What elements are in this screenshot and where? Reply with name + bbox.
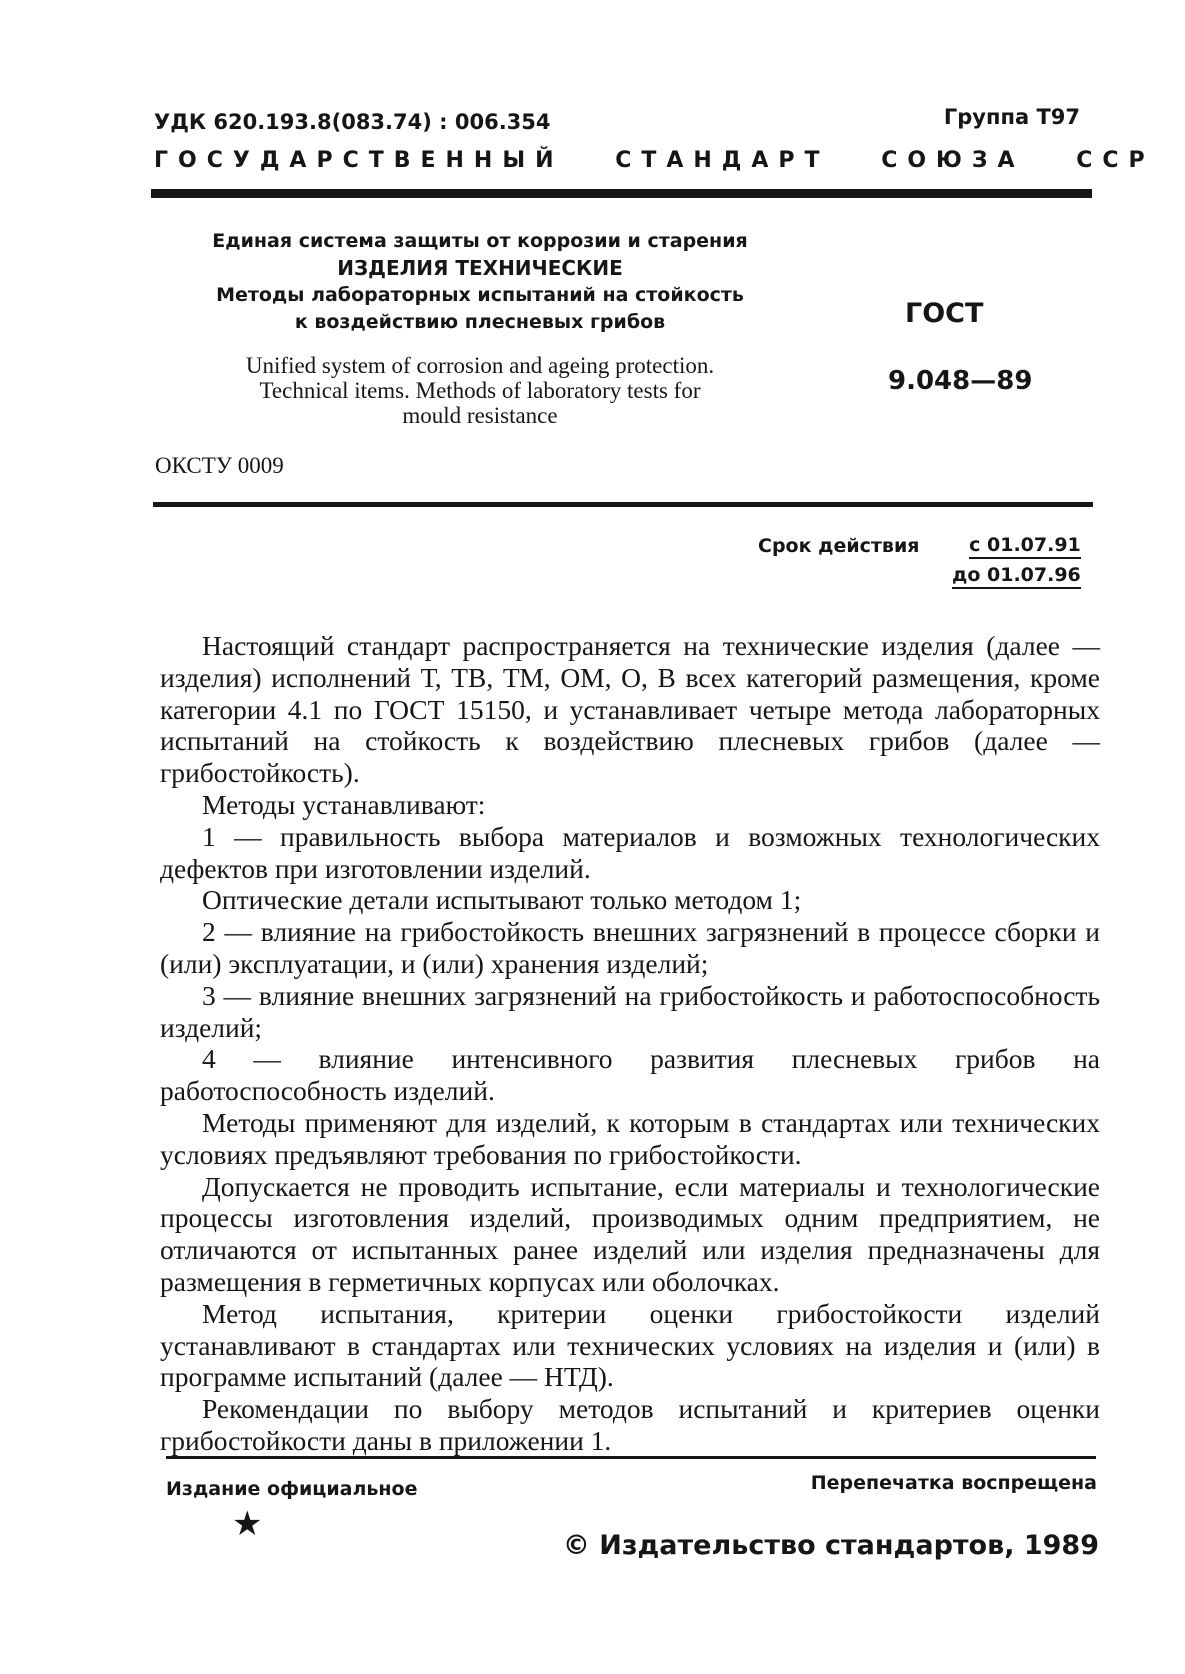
russian-title xyxy=(160,228,800,336)
paragraph-criteria: Метод испытания, критерии оценки грибостойкости изделий устанавливают в стандартах или технических условиях на изделия и (или) в программе испытаний (далее — НТД). xyxy=(160,1297,1100,1393)
english-title-line-1: Unified system of corrosion and ageing protection. xyxy=(245,353,715,378)
paragraph-application: Методы применяют для изделий, к которым в стандартах или технических условиях предъявляют требования по грибостойкости. xyxy=(160,1106,1100,1170)
paragraph-method-3: 3 — влияние внешних загрязнений на грибостойкость и работоспособность изделий; xyxy=(160,979,1100,1043)
section-rule xyxy=(153,502,1093,507)
paragraph-methods-intro: Методы устанавливают: xyxy=(202,788,486,820)
official-edition-label: Издание официальное xyxy=(166,1478,418,1500)
english-title-line-2: Technical items. Methods of laboratory tests for xyxy=(259,378,701,403)
english-title xyxy=(160,353,800,428)
paragraph-optical-parts: Оптические детали испытывают только методом 1; xyxy=(202,884,802,916)
star-icon: ★ xyxy=(232,1506,263,1543)
reprint-notice: Перепечатка воспрещена xyxy=(810,1472,1097,1494)
copyright-icon: © xyxy=(562,1530,590,1561)
copyright-notice xyxy=(563,1530,1099,1561)
paragraph-method-4: 4 — влияние интенсивного развития плесневых грибов на работоспособность изделий. xyxy=(160,1043,1100,1107)
validity-label: Срок действия xyxy=(758,535,920,557)
copyright-text: Издательство стандартов, 1989 xyxy=(599,1530,1099,1561)
title-line-1: Единая система защиты от коррозии и старения xyxy=(212,230,748,252)
title-line-4: к воздействию плесневых грибов xyxy=(294,311,666,333)
body-text xyxy=(160,630,1100,1457)
title-line-3: Методы лабораторных испытаний на стойкость xyxy=(216,284,744,306)
english-title-line-3: mould resistance xyxy=(402,403,558,428)
oksty-code: ОКСТУ 0009 xyxy=(155,453,284,478)
header-rule xyxy=(151,189,1092,198)
validity-dates xyxy=(952,530,1081,590)
gost-label: ГОСТ xyxy=(905,298,984,329)
state-standard-banner: ГОСУДАРСТВЕННЫЙ СТАНДАРТ СОЮЗА ССР xyxy=(154,148,1155,173)
paragraph-method-2: 2 — влияние на грибостойкость внешних загрязнений в процессе сборки и (или) эксплуатации, и (или) хранения изделий; xyxy=(160,916,1100,979)
footer-rule xyxy=(166,1456,1096,1459)
title-line-2: ИЗДЕЛИЯ ТЕХНИЧЕСКИЕ xyxy=(337,256,623,280)
gost-number: 9.048—89 xyxy=(888,366,1033,396)
udk-code: УДК 620.193.8(083.74) : 006.354 xyxy=(154,110,551,134)
paragraph-method-1: 1 — правильность выбора материалов и возможных технологических дефектов при изготовлении изделий. xyxy=(160,820,1100,884)
paragraph-scope: Настоящий стандарт распространяется на технические изделия (далее — изделия) исполнений Т, ТВ, ТМ, ОМ, О, В всех категорий размещения, кроме категории 4.1 по ГОСТ 15150, и устанавливает четыре метода лабораторных испытаний на стойкость к воздействию плесневых грибов (далее — грибостойкость). xyxy=(160,630,1100,789)
paragraph-recommendations: Рекомендации по выбору методов испытаний и критериев оценки грибостойкости даны в приложении 1. xyxy=(160,1393,1100,1456)
validity-from: с 01.07.91 xyxy=(969,534,1081,559)
paragraph-exemption: Допускается не проводить испытание, если материалы и технологические процессы изготовления изделий, производимых одним предприятием, не отличаются от испытанных ранее изделий или изделия предназначены для размещения в герметичных корпусах или оболочках. xyxy=(160,1170,1100,1297)
validity-to: до 01.07.96 xyxy=(952,564,1081,589)
group-code: Группа Т97 xyxy=(943,105,1080,129)
